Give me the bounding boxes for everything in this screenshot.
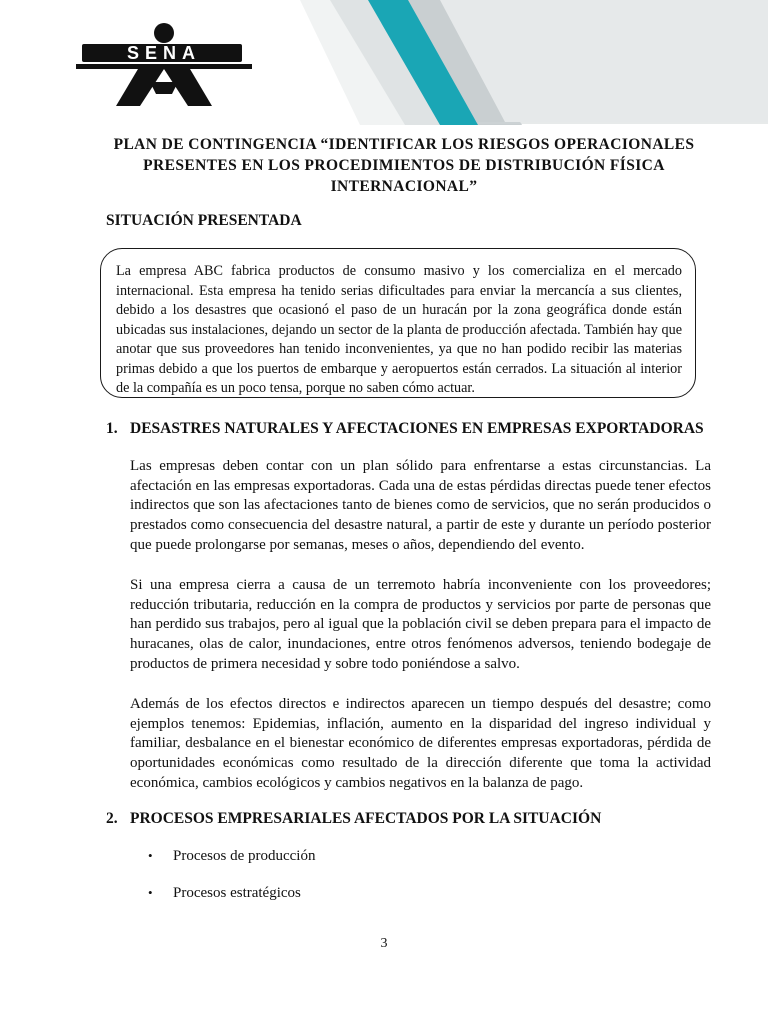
document-title <box>90 134 718 197</box>
situation-heading: SITUACIÓN PRESENTADA <box>106 212 302 229</box>
page-number: 3 <box>380 936 388 951</box>
bullet-icon: • <box>148 848 153 863</box>
list-item <box>148 885 301 902</box>
section-1-paragraph-2: Si una empresa cierra a causa de un terremoto habría inconveniente con los proveedores; reducción tributaria, reducción en la compra de productos y servicios por parte de personas que han perdido sus trabajos, pero al igual que la población civil se deben prepara para el impacto de huracanes, olas de calor, inundaciones, entre otros fenómenos adversos, teniendo bodegaje de productos de primera necesidad y sobre todo poniéndose a salvo. <box>130 577 711 672</box>
title-line-3: INTERNACIONAL” <box>330 178 478 195</box>
sena-logo <box>76 22 252 108</box>
section-1-paragraph-1: Las empresas deben contar con un plan sólido para enfrentarse a estas circunstancias. La afectación en las empresas exportadoras. Cada una de estas pérdidas directas puede tener efectos indirectos que son las afectaciones tanto de bienes como de servicios, que no serán producidos o prestados como consecuencia del desastre natural, a partir de este y durante un período posterior que puede prolongarse por semanas, meses o años, dependiendo del evento. <box>130 458 711 553</box>
list-item <box>148 848 315 865</box>
title-line-1: PLAN DE CONTINGENCIA “IDENTIFICAR LOS RIESGOS OPERACIONALES <box>113 136 695 153</box>
list-item-text: Procesos de producción <box>173 848 316 864</box>
sena-logo-graphic <box>76 22 252 108</box>
section-2-number: 2. <box>106 810 118 827</box>
title-line-2: PRESENTES EN LOS PROCEDIMIENTOS DE DISTRIBUCIÓN FÍSICA <box>143 157 665 174</box>
logo-text: SENA <box>126 43 202 63</box>
section-2-heading <box>106 810 601 828</box>
section-2-title: PROCESOS EMPRESARIALES AFECTADOS POR LA SITUACIÓN <box>130 810 602 827</box>
section-1-paragraph-3: Además de los efectos directos e indirectos aparecen un tiempo después del desastre; como ejemplos tenemos: Epidemias, inflación, aumento en la disparidad del ingreso individual y familiar, desbalance en el bienestar económico de diferentes empresas exportadoras, pérdida de oportunidades económicas como resultado de la dirección diferente que toma la actividad económica, cambios ecológicos y cambios negativos en la balanza de pago. <box>130 696 711 791</box>
section-1-heading <box>106 420 704 438</box>
situation-text: La empresa ABC fabrica productos de consumo masivo y los comercializa en el mercado internacional. Esta empresa ha tenido serias dificultades para enviar la mercancía a sus clientes, debido a los desastres que ocasionó el paso de un huracán por la zona geográfica donde están ubicadas sus instalaciones, dejando un sector de la planta de producción afectada. También hay que anotar que sus proveedores han tenido inconvenientes, ya que no han podido recibir las materias primas debido a que los puertos de embarque y aeropuertos están cerrados. La situación al interior de la compañía es un poco tensa, porque no saben cómo actuar. <box>116 263 682 396</box>
section-1-title: DESASTRES NATURALES Y AFECTACIONES EN EMPRESAS EXPORTADORAS <box>130 420 704 437</box>
list-item-text: Procesos estratégicos <box>173 885 301 901</box>
bullet-icon: • <box>148 885 153 900</box>
section-1-number: 1. <box>106 420 118 437</box>
